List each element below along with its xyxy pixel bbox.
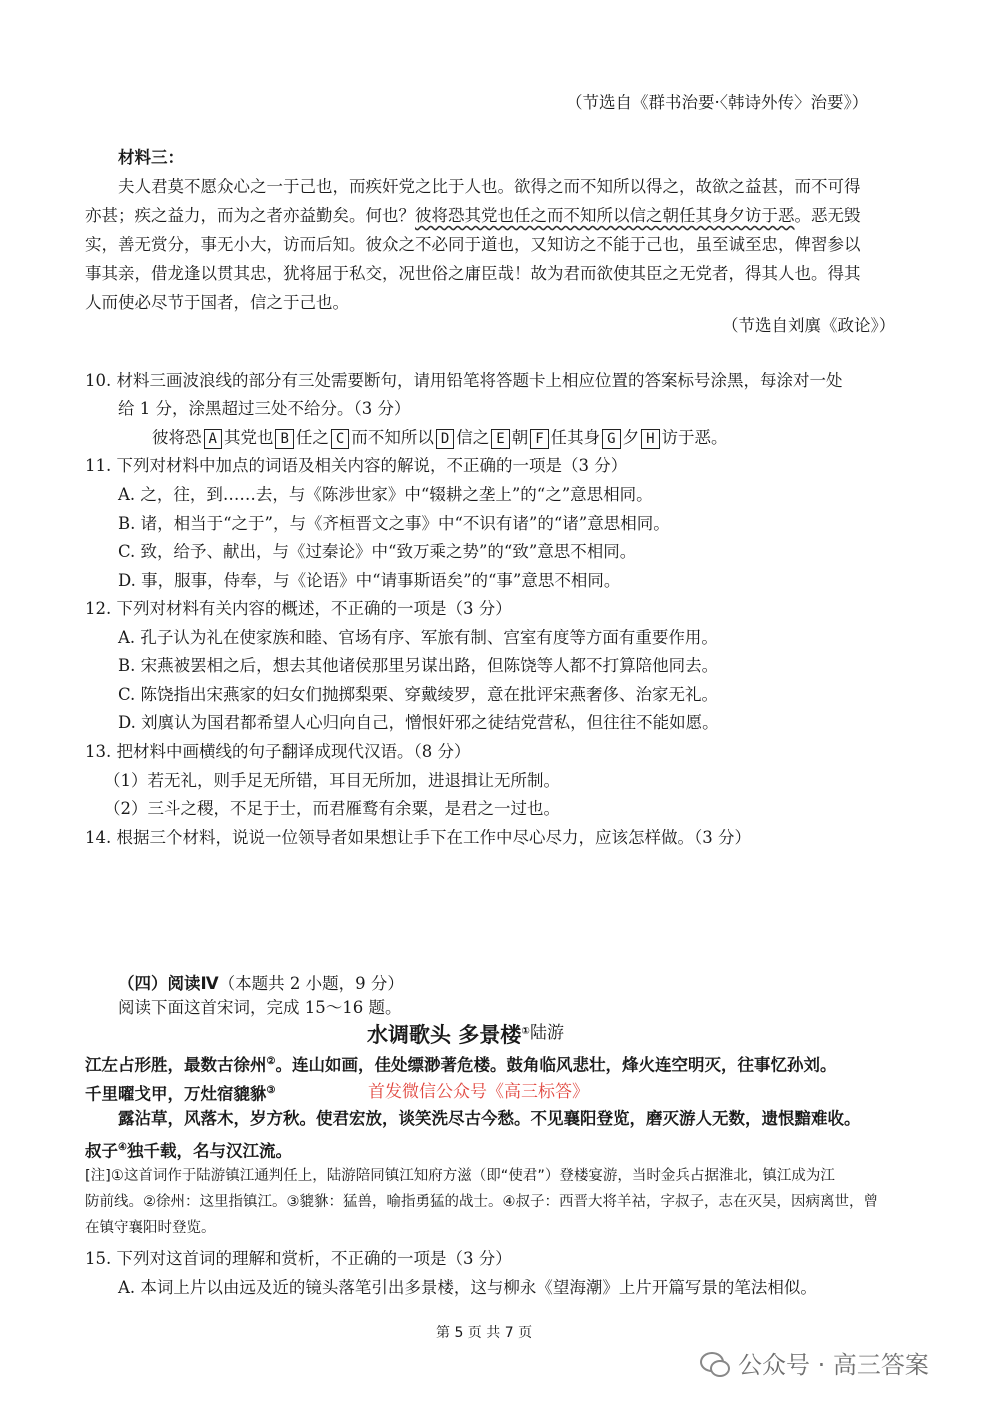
- material3-line-2: 亦甚；疾之益力，而为之者亦益勤矣。何也？彼将恐其党也任之而不知所以信之朝任其身夕访于恶。恶无毁: [85, 206, 861, 225]
- source-citation-1: （节选自《群书治要·〈韩诗外传〉治要》）: [566, 93, 869, 112]
- poem-line-2: 千里曜戈甲，万灶宿貔貅③: [85, 1084, 276, 1104]
- q12-option-a: A. 孔子认为礼在使家族和睦、官场有序、军旅有制、宫室有度等方面有重要作用。: [118, 628, 718, 647]
- q12-option-b: B. 宋燕被罢相之后，想去其他诸侯那里另谋出路，但陈饶等人都不打算陪他同去。: [118, 656, 719, 675]
- poem-line-4: 叔子④独千载，名与汉江流。: [85, 1141, 292, 1161]
- answer-box-a: A: [204, 429, 222, 449]
- q10-sentence: 彼将恐 A 其党也 B 任之 C 而不知所以 D 信之 E 朝 F 任其身 G 夕 H 访于恶。: [152, 428, 728, 447]
- q12-option-c: C. 陈饶指出宋燕家的妇女们抛掷梨栗、穿戴绫罗，意在批评宋燕奢侈、治家无礼。: [118, 685, 719, 704]
- material3-heading: 材料三：: [118, 148, 184, 167]
- q10-stem-2: 给 1 分，涂黑超过三处不给分。（3 分）: [118, 399, 411, 418]
- q13-item-2: （2）三斗之稷，不足于士，而君雁鹜有余粟，是君之一过也。: [104, 799, 560, 818]
- q11-option-c: C. 致，给予、献出，与《过秦论》中“致万乘之势”的“致”意思不相同。: [118, 542, 637, 561]
- material3-line-4: 事其亲，借龙逢以贯其忠，犹将屈于私交，况世俗之庸臣哉！故为君而欲使其臣之无党者，得其人也。得其: [85, 264, 861, 283]
- poem-line-1: 江左占形胜，最数古徐州②。连山如画，佳处缥渺著危楼。鼓角临风悲壮，烽火连空明灭，往事忆孙刘。: [85, 1055, 837, 1075]
- q15-stem: 15. 下列对这首词的理解和赏析，不正确的一项是（3 分）: [85, 1249, 512, 1268]
- material3-line-5: 人而使必尽节于国者，信之于己也。: [85, 293, 349, 312]
- red-watermark-text: 首发微信公众号《高三标答》: [368, 1082, 589, 1102]
- q14-stem: 14. 根据三个材料，说说一位领导者如果想让手下在工作中尽心尽力，应该怎样做。（3 分）: [85, 828, 751, 847]
- watermark-text: 公众号 · 高三答案: [738, 1351, 929, 1379]
- answer-box-b: B: [275, 429, 293, 449]
- poem-note-1: [注]①这首词作于陆游镇江通判任上，陆游陪同镇江知府方滋（即“使君”）登楼宴游，当时金兵占据淮北，镇江成为江: [85, 1168, 835, 1184]
- q11-option-a: A. 之，往，到……去，与《陈涉世家》中“辍耕之垄上”的“之”意思相同。: [118, 485, 653, 504]
- section4-instruction: 阅读下面这首宋词，完成 15～16 题。: [118, 998, 402, 1017]
- q12-stem: 12. 下列对材料有关内容的概述，不正确的一项是（3 分）: [85, 599, 512, 618]
- q11-option-d: D. 事，服事，侍奉，与《论语》中“请事斯语矣”的“事”意思不相同。: [118, 571, 621, 590]
- material3-line-1: 夫人君莫不愿众心之一于己也，而疾奸党之比于人也。欲得之而不知所以得之，故欲之益甚，而不可得: [118, 177, 861, 196]
- source-citation-2: （节选自刘廙《政论》）: [722, 316, 896, 335]
- answer-box-f: F: [530, 429, 548, 449]
- page-footer: 第 5 页 共 7 页: [436, 1325, 533, 1341]
- q12-option-d: D. 刘廙认为国君都希望人心归向自己，憎恨奸邪之徒结党营私，但往往不能如愿。: [118, 713, 719, 732]
- poem-line-3: 露沾草，风落木，岁方秋。使君宏放，谈笑洗尽古今愁。不见襄阳登览，磨灭游人无数，遗恨黯难收。: [118, 1109, 861, 1128]
- q13-item-1: （1）若无礼，则手足无所错，耳目无所加，进退揖让无所制。: [104, 771, 560, 790]
- q11-option-b: B. 诸，相当于“之于”，与《齐桓晋文之事》中“不识有诸”的“诸”意思相同。: [118, 514, 670, 533]
- section4-heading: （四）阅读Ⅳ（本题共 2 小题，9 分）: [118, 974, 404, 993]
- wavy-passage: 彼将恐其党也任之而不知所以信之朝任其身夕访于恶: [415, 206, 795, 225]
- answer-box-e: E: [491, 429, 509, 449]
- q15-option-a: A. 本词上片以由远及近的镜头落笔引出多景楼，这与柳永《望海潮》上片开篇写景的笔法相似。: [118, 1278, 817, 1297]
- wechat-watermark: [700, 1345, 929, 1380]
- poem-title: 水调歌头 多景楼①: [367, 1023, 530, 1047]
- wechat-icon: [700, 1350, 730, 1376]
- answer-box-g: G: [602, 429, 620, 449]
- q10-stem: 10. 材料三画波浪线的部分有三处需要断句，请用铅笔将答题卡上相应位置的答案标号涂黑，每涂对一处: [85, 371, 843, 390]
- answer-box-c: C: [331, 429, 349, 449]
- q11-stem: 11. 下列对材料中加点的词语及相关内容的解说，不正确的一项是（3 分）: [85, 456, 628, 475]
- q13-stem: 13. 把材料中画横线的句子翻译成现代汉语。（8 分）: [85, 742, 471, 761]
- poem-author: 陆游: [530, 1023, 564, 1043]
- material3-line-3: 实，善无赏分，事无小大，访而后知。彼众之不必同于道也，又知访之不能于己也，虽至诚至忠，俾習参以: [85, 235, 861, 254]
- poem-note-2: 防前线。②徐州：这里指镇江。③貔貅：猛兽，喻指勇猛的战士。④叔子：西晋大将羊祜，字叔子，志在灭吴，因病离世，曾: [85, 1194, 878, 1210]
- poem-note-3: 在镇守襄阳时登览。: [85, 1220, 216, 1236]
- answer-box-d: D: [436, 429, 454, 449]
- answer-box-h: H: [641, 429, 659, 449]
